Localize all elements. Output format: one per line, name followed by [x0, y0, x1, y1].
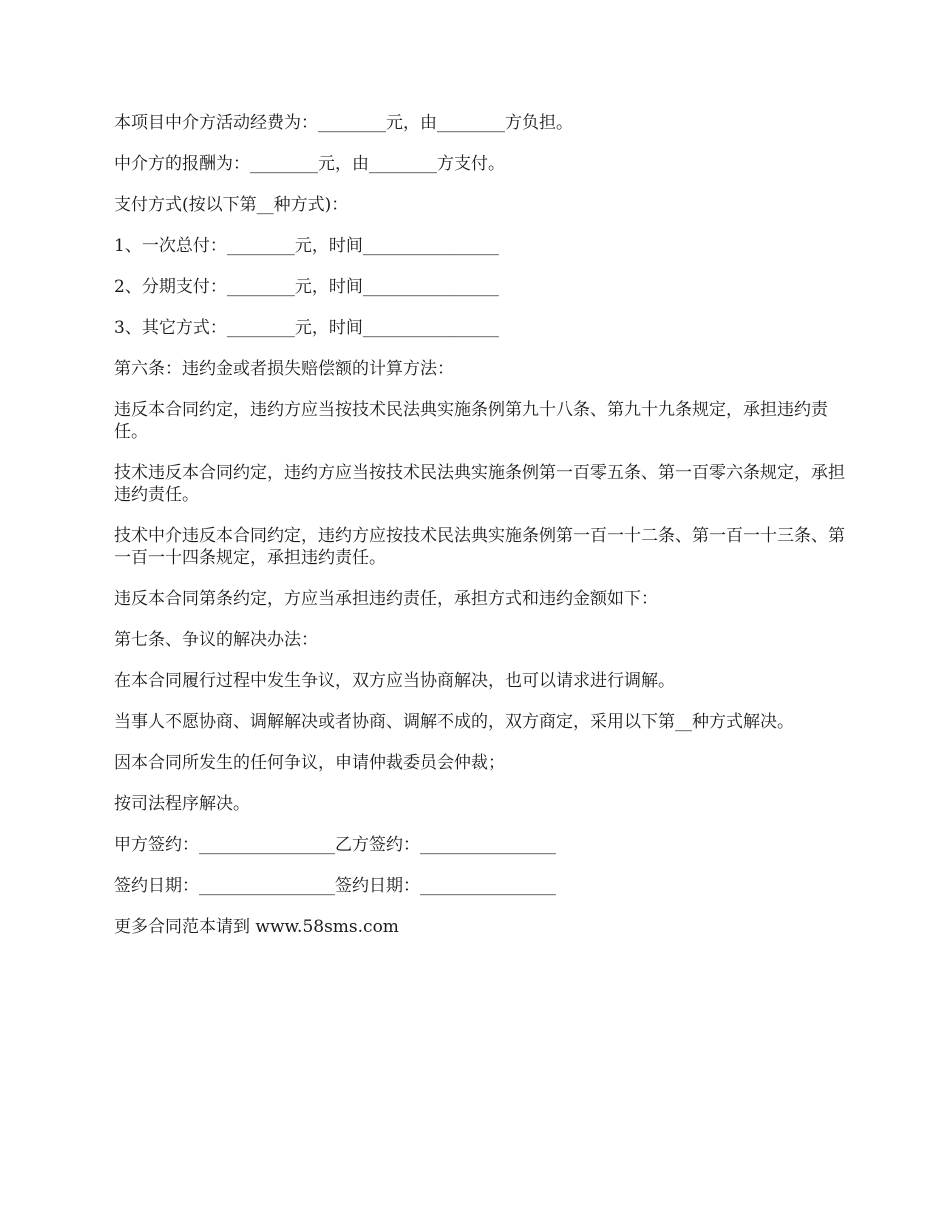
paragraph-payment-option-3: 3、其它方式：________元，时间________________ [114, 318, 499, 338]
section-heading-article-6: 第六条：违约金或者损失赔偿额的计算方法： [114, 359, 454, 379]
section-heading-article-7: 第七条、争议的解决办法： [114, 630, 318, 650]
paragraph-breach-clause-1: 违反本合同约定，违约方应当按技术民法典实施条例第九十八条、第九十九条规定，承担违约责任。 [114, 400, 828, 442]
paragraph-payment-method: 支付方式(按以下第__种方式)： [114, 195, 349, 215]
paragraph-dispute-options: 当事人不愿协商、调解解决或者协商、调解不成的，双方商定，采用以下第__种方式解决。 [114, 712, 794, 732]
paragraph-intermediary-fee: 中介方的报酬为：________元，由________方支付。 [114, 154, 505, 174]
paragraph-breach-clause-4: 违反本合同第条约定，方应当承担违约责任，承担方式和违约金额如下： [114, 589, 658, 609]
paragraph-intermediary-expenses: 本项目中介方活动经费为：________元，由________方负担。 [114, 113, 573, 133]
contract-body [114, 112, 854, 957]
paragraph-breach-clause-3: 技术中介违反本合同约定，违约方应按技术民法典实施条例第一百一十二条、第一百一十三条、第一百一十四条规定，承担违约责任。 [114, 526, 845, 568]
footer-website-note: 更多合同范本请到 www.58sms.com [114, 917, 399, 937]
paragraph-judicial: 按司法程序解决。 [114, 794, 250, 814]
paragraph-dispute-negotiation: 在本合同履行过程中发生争议，双方应当协商解决，也可以请求进行调解。 [114, 671, 675, 691]
paragraph-breach-clause-2: 技术违反本合同约定，违约方应当按技术民法典实施条例第一百零五条、第一百零六条规定，承担违约责任。 [114, 463, 845, 505]
paragraph-payment-option-1: 1、一次总付：________元，时间________________ [114, 236, 499, 256]
paragraph-arbitration: 因本合同所发生的任何争议，申请仲裁委员会仲裁； [114, 753, 505, 773]
paragraph-payment-option-2: 2、分期支付：________元，时间________________ [114, 277, 499, 297]
signature-date-line: 签约日期：________________签约日期：________________ [114, 876, 556, 896]
signature-line: 甲方签约：________________乙方签约：________________ [114, 835, 556, 855]
